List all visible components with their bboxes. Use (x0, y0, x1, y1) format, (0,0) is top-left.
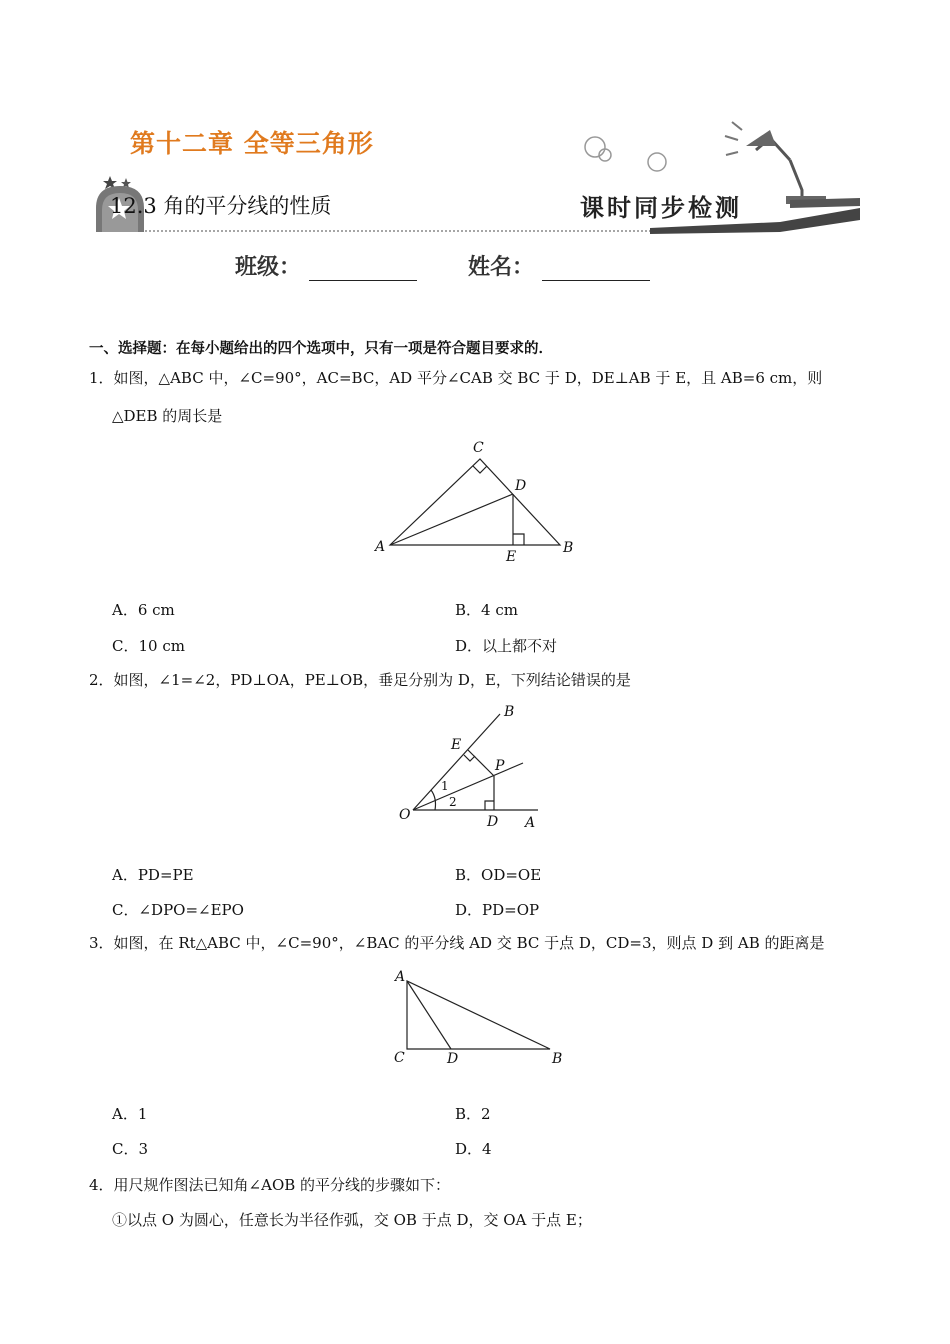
label-a: A (395, 969, 406, 985)
question-1-line2: △DEB 的周长是 (112, 407, 223, 425)
section-title: 12.3 角的平分线的性质 (110, 194, 332, 218)
right-angle-mark-c (473, 466, 487, 473)
option-2c[interactable]: C．∠DPO=∠EPO (112, 901, 244, 919)
name-blank[interactable] (542, 260, 650, 281)
class-label: 班级： (235, 255, 302, 280)
question-number: 2． (89, 671, 114, 689)
question-1 (89, 368, 822, 388)
right-angle-mark-e (513, 534, 524, 545)
label-p: P (495, 758, 505, 774)
label-b: B (504, 704, 515, 720)
name-label: 姓名： (468, 255, 535, 280)
lamp-icon (756, 138, 802, 202)
option-2d[interactable]: D．PD=OP (455, 901, 540, 919)
label-a: A (525, 815, 536, 831)
figure-q1 (370, 436, 580, 566)
option-3d[interactable]: D．4 (455, 1140, 492, 1158)
label-d: D (487, 814, 499, 830)
name-field[interactable] (468, 250, 650, 281)
triangle-abc (390, 459, 560, 545)
ray-op (413, 763, 523, 810)
option-1c[interactable]: C．10 cm (112, 637, 185, 655)
label-d: D (447, 1051, 459, 1067)
question-text: 如图，在 Rt△ABC 中，∠C=90°，∠BAC 的平分线 AD 交 BC 于点 D，CD=3，则点 D 到 AB 的距离是 (113, 934, 825, 952)
section-heading: 一、选择题：在每小题给出的四个选项中，只有一项是符合题目要求的． (89, 341, 553, 357)
question-text: 如图，△ABC 中，∠C=90°，AC=BC，AD 平分∠CAB 交 BC 于 D，DE⊥AB 于 E，且 AB=6 cm，则 (113, 369, 823, 387)
option-3a[interactable]: A．1 (112, 1105, 148, 1123)
label-d: D (515, 478, 527, 494)
class-blank[interactable] (309, 260, 417, 281)
figure-q2 (395, 700, 555, 835)
bubble-icon (648, 153, 666, 171)
question-4-step1: ①以点 O 为圆心，任意长为半径作弧，交 OB 于点 D，交 OA 于点 E； (112, 1211, 592, 1229)
question-number: 4． (89, 1176, 114, 1194)
option-2a[interactable]: A．PD=PE (112, 866, 194, 884)
figure-q3 (385, 963, 575, 1068)
option-1b[interactable]: B．4 cm (455, 601, 518, 619)
segment-ad (390, 494, 513, 545)
label-a: A (375, 539, 386, 555)
question-text: 用尺规作图法已知角∠AOB 的平分线的步骤如下： (113, 1176, 451, 1194)
class-field[interactable] (235, 250, 417, 281)
label-angle-2: 2 (449, 795, 457, 809)
question-number: 3． (89, 934, 114, 952)
label-c: C (394, 1050, 405, 1066)
chapter-title: 第十二章 全等三角形 (130, 129, 374, 158)
bubble-icon (585, 137, 605, 157)
option-3b[interactable]: B．2 (455, 1105, 491, 1123)
option-2b[interactable]: B．OD=OE (455, 866, 542, 884)
label-b: B (552, 1051, 563, 1067)
question-4 (89, 1175, 450, 1195)
label-o: O (399, 807, 411, 823)
segment-pe (468, 750, 494, 776)
sync-badge: 课时同步检测 (580, 193, 742, 222)
right-angle-mark-d (485, 801, 494, 810)
option-1d[interactable]: D．以上都不对 (455, 637, 558, 655)
question-number: 1． (89, 369, 114, 387)
label-angle-1: 1 (441, 779, 449, 793)
label-b: B (563, 540, 574, 556)
label-e: E (506, 549, 517, 565)
question-text: 如图，∠1=∠2，PD⊥OA，PE⊥OB，垂足分别为 D，E，下列结论错误的是 (113, 671, 631, 689)
option-3c[interactable]: C．3 (112, 1140, 149, 1158)
question-2 (89, 670, 631, 690)
angle-arc (431, 790, 436, 810)
label-c: C (473, 440, 484, 456)
question-3 (89, 933, 825, 953)
label-e: E (451, 737, 462, 753)
option-1a[interactable]: A．6 cm (112, 601, 175, 619)
